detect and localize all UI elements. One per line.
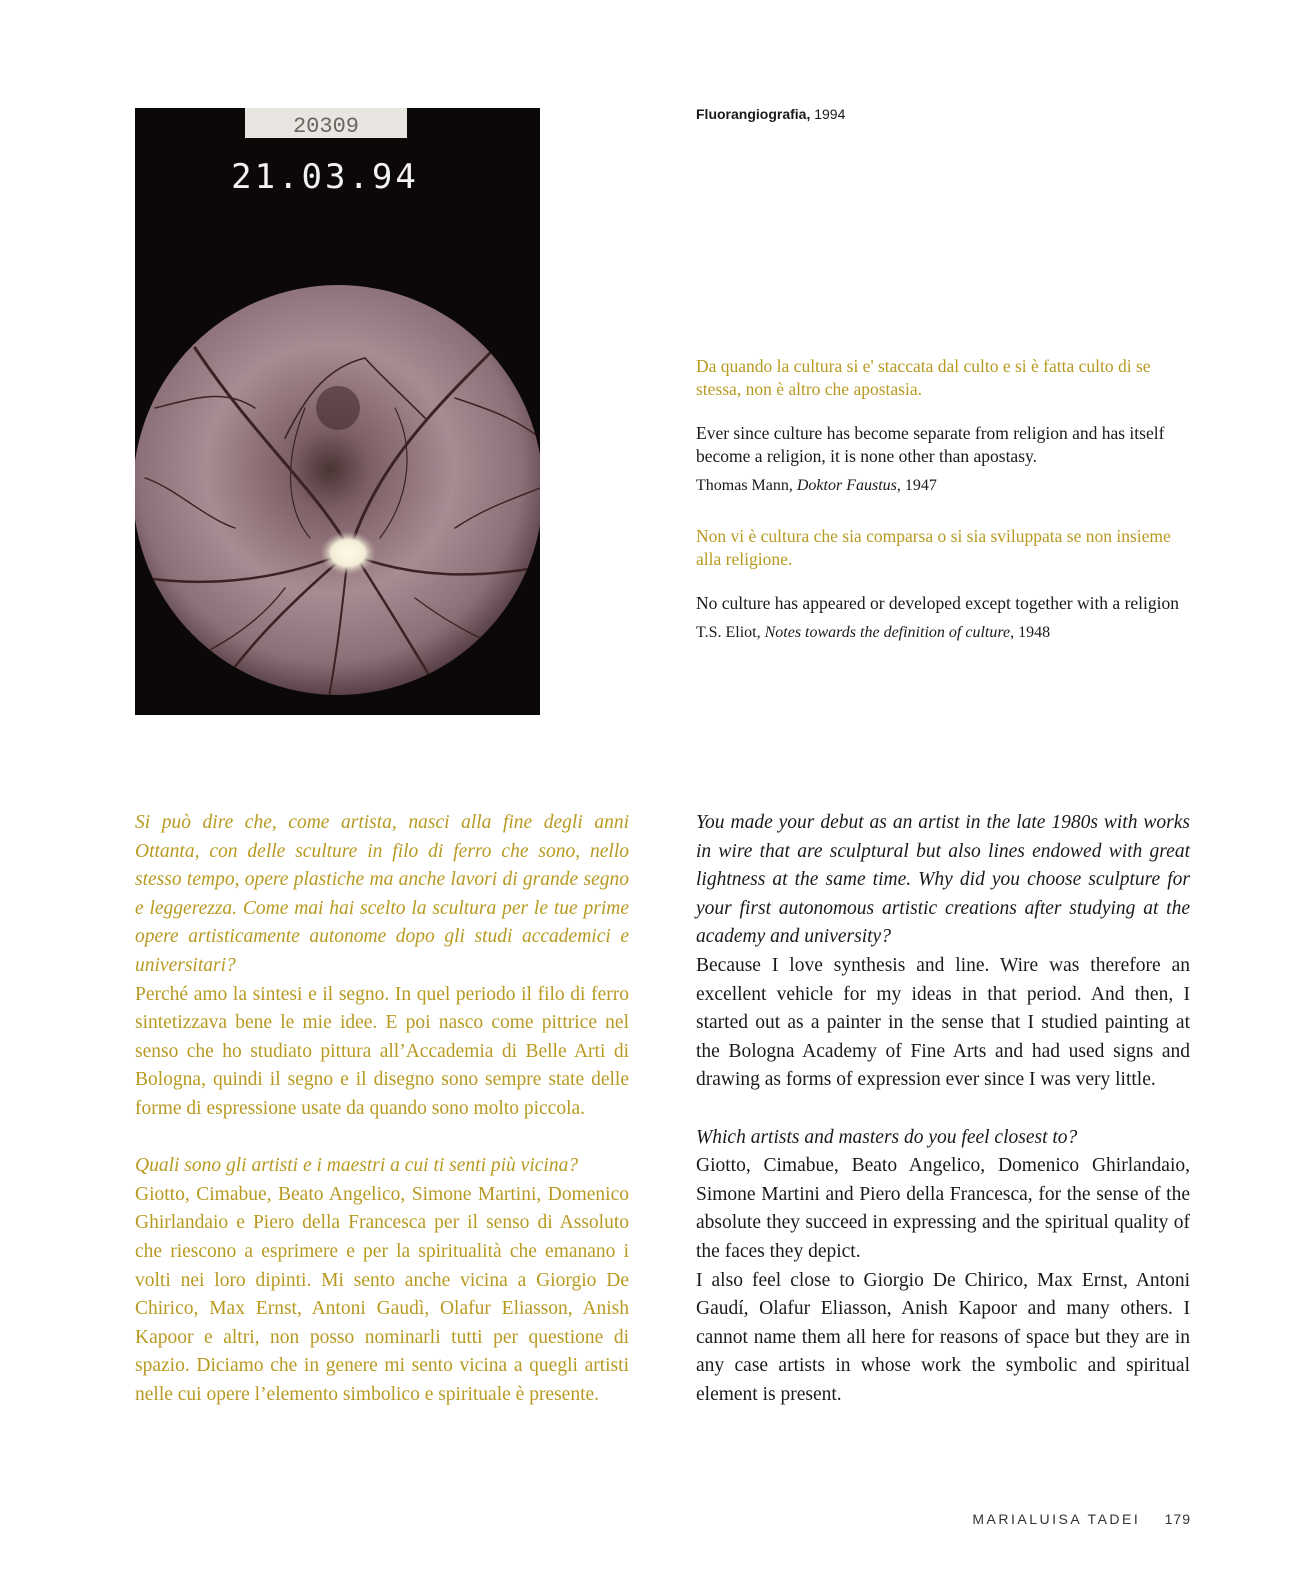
photo-label-number: 20309 bbox=[292, 114, 360, 139]
interview-answer: Giotto, Cimabue, Beato Angelico, Simone Martini, Domenico Ghirlandaio e Piero della Francesca per il senso di Assoluto che riescono a esprimere e per la spiritualità che emanano i volti nei loro dipinti. Mi sento anche vicina a Giorgio De Chirico, Max Ernst, Antoni Gaudì, Olafur Eliasson, Anish Kapoor e altri, non posso nominarli tutti per questione di spazio. Diciamo che in genere mi sento vicina a quegli artisti nelle cui opere l’elemento simbolico e spirituale è presente. bbox=[135, 1183, 629, 1405]
quote-year: , 1948 bbox=[1010, 624, 1051, 641]
interview-answer: Giotto, Cimabue, Beato Angelico, Domenico Ghirlandaio, Simone Martini and Piero della Francesca, for the sense of the absolute they succeed in expressing and the spiritual quality of the faces they depict. bbox=[696, 1155, 1190, 1262]
footer-author: MARIALUISA TADEI bbox=[972, 1511, 1141, 1527]
quote-italian: Non vi è cultura che sia comparsa o si sia sviluppata se non insieme alla religione. bbox=[696, 526, 1171, 569]
interview-answer: Because I love synthesis and line. Wire was therefore an excellent vehicle for my ideas in that period. And then, I started out as a painter in the sense that I studied painting at the Bologna Academy of Fine Arts and had used signs and drawing as forms of expression ever since I was very little. bbox=[696, 954, 1190, 1091]
quote-source bbox=[696, 621, 1196, 644]
quote-work: Doktor Faustus bbox=[796, 477, 897, 494]
quote-work: Notes towards the definition of culture bbox=[764, 624, 1011, 641]
epigraph-quotes bbox=[696, 355, 1196, 644]
photo-caption bbox=[696, 106, 845, 122]
quote-block bbox=[696, 355, 1196, 497]
interview-italian-column bbox=[135, 809, 629, 1409]
interview-answer: I also feel close to Giorgio De Chirico, Max Ernst, Antoni Gaudí, Olafur Eliasson, Anish Kapoor and many others. I cannot name them all here for reasons of space but they are in any case artists in whose work the symbolic and spiritual element is present. bbox=[696, 1269, 1190, 1405]
caption-year: 1994 bbox=[814, 106, 846, 122]
interview-question: You made your debut as an artist in the late 1980s with works in wire that are sculptural but also lines endowed with great lightness at the same time. Why did you choose sculpture for your first autonomous artistic creations after studying at the academy and university? bbox=[696, 812, 1190, 948]
quote-english: Ever since culture has become separate from religion and has itself become a religion, it is none other than apostasy. bbox=[696, 423, 1165, 466]
caption-title: Fluorangiografia, bbox=[696, 106, 811, 122]
photo-date-display: 21.03.94 bbox=[231, 157, 419, 197]
interview-question: Si può dire che, come artista, nasci alla fine degli anni Ottanta, con delle sculture in filo di ferro che sono, nello stesso tempo, opere plastiche ma anche lavori di grande segno e leggerezza. Come mai hai scelto la scultura per le tue prime opere artisticamente autonome dopo gli studi accademici e universitari? bbox=[135, 812, 629, 976]
interview-english-column bbox=[696, 809, 1190, 1409]
quote-source bbox=[696, 474, 1196, 497]
interview-question: Which artists and masters do you feel closest to? bbox=[696, 1126, 1078, 1148]
quote-block bbox=[696, 525, 1196, 644]
quote-author: Thomas Mann, bbox=[696, 477, 793, 494]
retina-image bbox=[135, 108, 540, 715]
page-footer bbox=[972, 1511, 1191, 1527]
retina-disc bbox=[135, 285, 540, 695]
quote-italian: Da quando la cultura si e' staccata dal culto e si è fatta culto di se stessa, non è altro che apostasia. bbox=[696, 356, 1151, 399]
quote-author: T.S. Eliot, bbox=[696, 624, 761, 641]
quote-english: No culture has appeared or developed except together with a religion bbox=[696, 593, 1180, 613]
interview-answer: Perché amo la sintesi e il segno. In quel periodo il filo di ferro sintetizzava bene le mie idee. E poi nasco come pittrice nel senso che ho studiato pittura all’Accademia di Belle Arti di Bologna, quindi il segno e il disegno sono sempre state delle forme di espressione usate da quando sono molto piccola. bbox=[135, 983, 629, 1119]
page-number: 179 bbox=[1164, 1511, 1191, 1527]
interview-question: Quali sono gli artisti e i maestri a cui ti senti più vicina? bbox=[135, 1155, 579, 1177]
macula bbox=[316, 386, 360, 430]
optic-disc bbox=[320, 531, 376, 575]
fluorangiography-photo bbox=[135, 108, 540, 715]
quote-year: , 1947 bbox=[896, 477, 937, 494]
